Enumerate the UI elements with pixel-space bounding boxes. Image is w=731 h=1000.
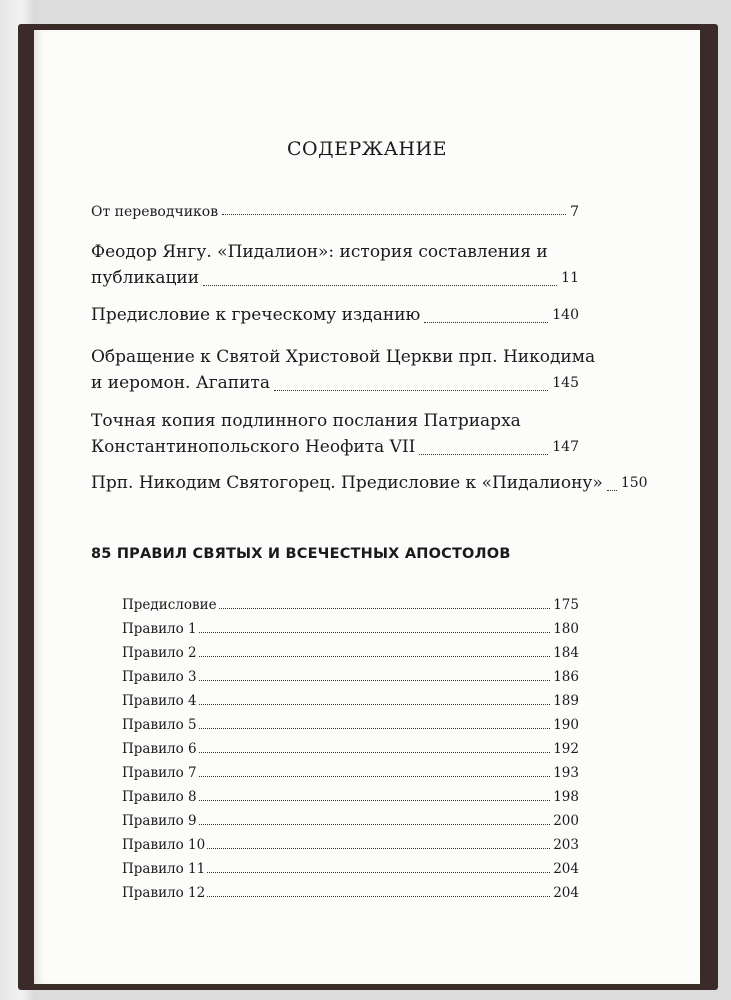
rule-page: 204 — [553, 885, 579, 901]
rule-label: Правило 10 — [122, 837, 206, 853]
entry-text: От переводчиков — [91, 204, 219, 220]
rule-entry — [122, 813, 579, 829]
rule-label: Правило 12 — [122, 885, 206, 901]
leader-dots — [199, 776, 551, 777]
leader-dots — [199, 680, 551, 681]
leader-dots — [207, 872, 550, 873]
entry-text: Предисловие к греческому изданию — [91, 305, 421, 325]
rule-page: 200 — [553, 813, 579, 829]
rule-entry — [122, 621, 579, 637]
entry-text: и иеромон. Агапита — [91, 373, 270, 393]
entry-text: Константинопольского Неофита VII — [91, 437, 416, 457]
leader-dots — [419, 454, 548, 455]
entry-text: Феодор Янгу. «Пидалион»: история составления и — [91, 242, 548, 262]
rule-page: 203 — [553, 837, 579, 853]
leader-dots — [199, 632, 551, 633]
rule-page: 180 — [553, 621, 579, 637]
entry-page: 140 — [552, 307, 579, 323]
leader-dots — [207, 848, 550, 849]
leader-dots — [199, 752, 551, 753]
rule-page: 184 — [553, 645, 579, 661]
rule-label: Правило 5 — [122, 717, 197, 733]
rule-label: Правило 8 — [122, 789, 197, 805]
entry-text: Обращение к Святой Христовой Церкви прп. Никодима — [91, 347, 596, 367]
leader-dots — [199, 824, 551, 825]
book-page — [34, 30, 700, 984]
rule-entry — [122, 741, 579, 757]
rule-entry — [122, 669, 579, 685]
leader-dots — [607, 490, 617, 491]
rule-label: Правило 4 — [122, 693, 197, 709]
rule-label: Предисловие — [122, 597, 217, 613]
toc-entry — [91, 302, 579, 328]
toc-entry — [91, 344, 596, 396]
section-heading: 85 ПРАВИЛ СВЯТЫХ И ВСЕЧЕСТНЫХ АПОСТОЛОВ — [91, 546, 511, 562]
leader-dots — [199, 656, 551, 657]
entry-page: 150 — [620, 475, 648, 491]
entry-text: публикации — [91, 268, 200, 288]
leader-dots — [199, 704, 551, 705]
rule-page: 198 — [553, 789, 579, 805]
leader-dots — [199, 728, 551, 729]
entry-page: 7 — [570, 204, 579, 220]
leader-dots — [424, 322, 548, 323]
rule-label: Правило 2 — [122, 645, 197, 661]
rule-entry — [122, 837, 579, 853]
rule-entry — [122, 861, 579, 877]
leader-dots — [207, 896, 550, 897]
rule-label: Правило 3 — [122, 669, 197, 685]
rule-entry — [122, 597, 579, 613]
rule-entry — [122, 717, 579, 733]
toc-title: СОДЕРЖАНИЕ — [287, 138, 447, 160]
entry-page: 11 — [561, 270, 579, 286]
leader-dots — [203, 285, 557, 286]
entry-text: Точная копия подлинного послания Патриарха — [91, 411, 521, 431]
toc-entry — [91, 204, 579, 220]
toc-entry — [91, 239, 579, 291]
leader-dots — [274, 390, 548, 391]
toc-entry — [91, 470, 648, 496]
entry-page: 147 — [552, 439, 579, 455]
rule-entry — [122, 645, 579, 661]
rule-label: Правило 6 — [122, 741, 197, 757]
rule-page: 175 — [553, 597, 579, 613]
rule-label: Правило 7 — [122, 765, 197, 781]
rule-entry — [122, 789, 579, 805]
rule-page: 192 — [553, 741, 579, 757]
rule-page: 204 — [553, 861, 579, 877]
rule-page: 189 — [553, 693, 579, 709]
rule-page: 186 — [553, 669, 579, 685]
leader-dots — [222, 214, 566, 215]
entry-page: 145 — [552, 375, 579, 391]
leader-dots — [199, 800, 551, 801]
rule-entry — [122, 765, 579, 781]
rule-entry — [122, 693, 579, 709]
rule-page: 190 — [553, 717, 579, 733]
rule-label: Правило 11 — [122, 861, 206, 877]
leader-dots — [219, 608, 551, 609]
rule-label: Правило 1 — [122, 621, 197, 637]
entry-text: Прп. Никодим Святогорец. Предисловие к «Пидалиону» — [91, 473, 603, 493]
rule-label: Правило 9 — [122, 813, 197, 829]
rule-page: 193 — [553, 765, 579, 781]
rule-entry — [122, 885, 579, 901]
toc-entry — [91, 408, 579, 460]
